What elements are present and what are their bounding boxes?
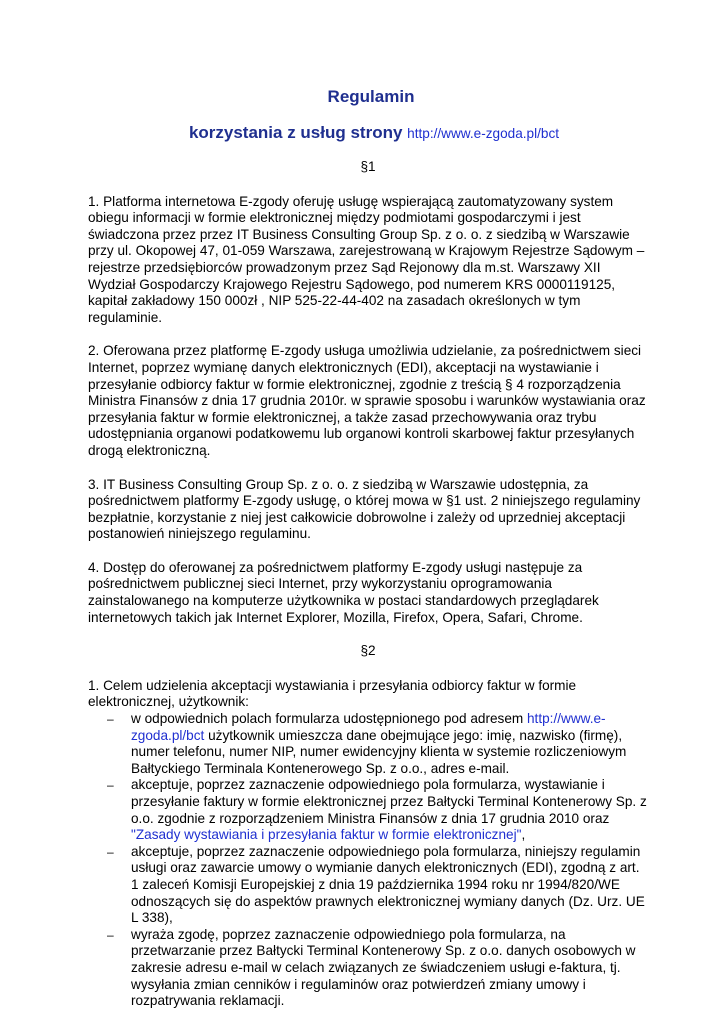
subtitle-text: korzystania z usług strony: [188, 123, 403, 142]
consent-list: [88, 711, 648, 1010]
section-2-intro: 1. Celem udzielenia akceptacji wystawiania i przesyłania odbiorcy faktur w formie elektronicznej, użytkownik:: [88, 677, 577, 710]
dash-bullet: –: [107, 778, 114, 793]
section-2-heading: §2: [360, 643, 376, 659]
document-title: Regulamin: [327, 87, 415, 106]
paragraph-1: 1. Platforma internetowa E-zgody oferuję usługę wspierającą zautomatyzowany system obiegu informacji w formie elektronicznej między podmiotami gospodarczymi i jest świadczona przez przez IT Business Consulting Group Sp. z o. o. z siedzibą w Warszawie przy ul. Okopowej 47, 01-059 Warszawa, zarejestrowaną w Krajowym Rejestrze Sądowym – rejestrze przedsiębiorców prowadzonym przez Sąd Rejonowy dla m.st. Warszawy XII Wydział Gospodarczy Krajowego Rejestru Sądowego, pod numerem KRS 0000119125, kapitał zakładowy 150 000zł , NIP 525-22-44-402 na zasadach określonych w tym regulaminie.: [88, 193, 645, 325]
item-3-text: akceptuje, poprzez zaznaczenie odpowiedniego pola formularza, niniejszy regulamin usługi oraz zawarcie umowy o wymianie danych elektronicznych (EDI), zgodną z art. 1 zaleceń Komisji Europejskiej z dnia 19 października 1994 roku nr 1994/820/WE odnoszących się do aspektów prawnych elektronicznej wymiany danych (Dz. Urz. UE L 338),: [131, 843, 645, 926]
invoice-rules-link[interactable]: "Zasady wystawiania i przesyłania faktur w formie elektronicznej": [131, 827, 522, 843]
dash-bullet: –: [107, 927, 114, 942]
paragraph-4: 4. Dostęp do oferowanej za pośrednictwem platformy E-zgody usługi następuje za pośrednictwem publicznej sieci Internet, przy wykorzystaniu oprogramowania zainstalowanego na komputerze użytkownika w postaci standardowych przeglądarek internetowych takich jak Internet Explorer, Mozilla, Firefox, Opera, Safari, Chrome.: [88, 559, 599, 625]
section-1-heading: §1: [360, 159, 376, 174]
item-2-text-b: ,: [521, 827, 526, 843]
item-4-text: wyraża zgodę, poprzez zaznaczenie odpowiedniego pola formularza, na przetwarzanie przez Bałtycki Terminal Kontenerowy Sp. z o.o. danych osobowych w zakresie adresu e-mail w celach związanych ze świadczeniem usługi e-faktura, tj. wysyłania zmian cenników i regulaminów oraz potwierdzeń zmiany umowy i rozpatrywania reklamacji.: [131, 926, 636, 1009]
subtitle-link[interactable]: http://www.e-zgoda.pl/bct: [407, 126, 560, 141]
document-page: [88, 86, 648, 1010]
paragraph-2: 2. Oferowana przez platformę E-zgody usługa umożliwia udzielanie, za pośrednictwem sieci Internet, poprzez wymianę danych elektronicznych (EDI), akceptacji na wystawianie i przesyłanie odbiorcy faktur w formie elektronicznej, zgodnie z treścią § 4 rozporządzenia Ministra Finansów z dnia 17 grudnia 2010r. w sprawie sposobu i warunków wystawiania oraz przesyłania faktur w formie elektronicznej, a także zasad przechowywania oraz trybu udostępniania organowi podatkowemu lub organowi kontroli skarbowej faktur przesyłanych drogą elektroniczną.: [88, 343, 646, 458]
list-item: [88, 844, 648, 927]
item-1-text-b: użytkownik umieszcza dane obejmujące jego: imię, nazwisko (firmę), numer telefonu, numer NIP, numer ewidencyjny klienta w systemie rozliczeniowym Bałtyckiego Terminala Kontenerowego Sp. z o.o., adres e-mail.: [131, 727, 627, 776]
dash-bullet: –: [107, 712, 114, 727]
document-subtitle: [88, 122, 648, 145]
item-2-text-a: akceptuje, poprzez zaznaczenie odpowiedniego pola formularza, wystawianie i przesyłanie faktury w formie elektronicznej przez Bałtycki Terminal Kontenerowy Sp. z o.o. zgodnie z rozporządzeniem Ministra Finansów z dnia 17 grudnia 2010 oraz: [131, 777, 647, 826]
paragraph-3: 3. IT Business Consulting Group Sp. z o. o. z siedzibą w Warszawie udostępnia, za pośrednictwem platformy E-zgody usługę, o której mowa w §1 ust. 2 niniejszego regulaminy bezpłatnie, korzystanie z niej jest całkowicie dobrowolne i zależy od uprzedniej akceptacji postanowień niniejszego regulaminu.: [88, 476, 641, 542]
item-1-text-a: w odpowiednich polach formularza udostępnionego pod adresem: [131, 711, 524, 727]
form-url-link[interactable]: http://www.e-zgoda.pl/bct: [131, 711, 606, 743]
list-item: [88, 711, 648, 777]
dash-bullet: –: [107, 844, 114, 859]
list-item: [88, 777, 648, 843]
list-item: [88, 927, 648, 1010]
